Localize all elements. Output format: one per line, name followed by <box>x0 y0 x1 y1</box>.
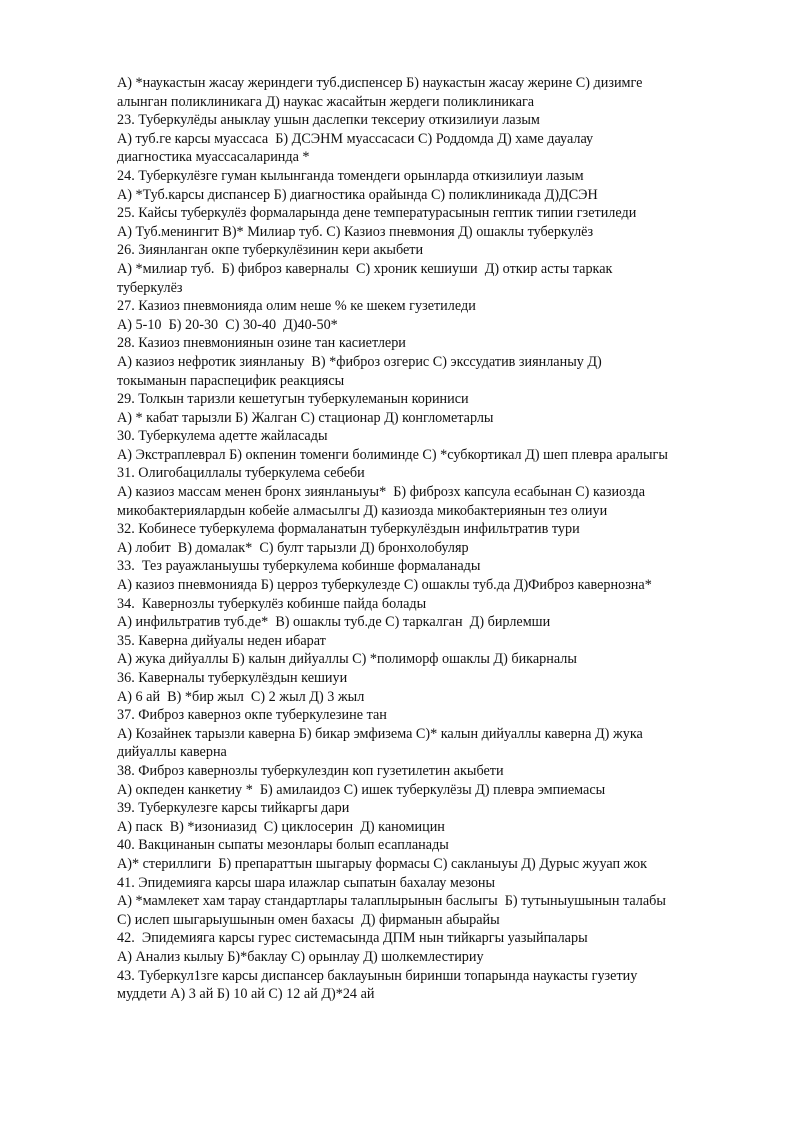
question-line: 37. Фиброз каверноз окпе туберкулезине тан <box>117 707 387 724</box>
answer-line: А) жука дийуаллы Б) калын дийуаллы С) *полиморф ошаклы Д) бикарналы <box>117 651 577 668</box>
answer-line: А) казиоз пневмонияда Б) церроз туберкулезде С) ошаклы туб.да Д)Фиброз кавернозна* <box>117 577 652 594</box>
text-line: А) *наукастын жасау жериндеги туб.диспенсер Б) наукастын жасау жерине С) дизимге <box>117 75 643 91</box>
answer-line: А) туб.ге карсы муассаса Б) ДСЭНМ муассасаси С) Роддомда Д) хаме дауалау <box>117 130 594 147</box>
answer-line: дийуаллы каверна <box>117 744 227 761</box>
question-line: 31. Олигобациллалы туберкулема себеби <box>117 465 365 482</box>
answer-line: токыманын параспецифик реакциясы <box>117 372 345 389</box>
question-line: 23. Туберкулёды аныклау ушын даслепки тексериу откизилиуи лазым <box>117 112 540 129</box>
answer-line: А) казиоз нефротик зиянланыу В) *фиброз озгерис С) экссудатив зиянланыу Д) <box>117 353 602 370</box>
question-line: 41. Эпидемияга карсы шара илажлар сыпатын бахалау мезоны <box>117 874 496 891</box>
answer-line: А) окпеден канкетиу * Б) амилаидоз С) ишек туберкулёзы Д) плевра эмпиемасы <box>117 781 606 798</box>
answer-line: А) лобит В) домалак* С) булт тарызли Д) бронхолобуляр <box>117 539 469 556</box>
question-line: 32. Кобинесе туберкулема формаланатын туберкулёздын инфильтратив тури <box>117 521 580 538</box>
question-line: 35. Каверна дийуалы неден ибарат <box>117 632 326 649</box>
question-line: 29. Толкын таризли кешетугын туберкулеманын кориниси <box>117 391 469 408</box>
question-line: 33. Тез рауажланыушы туберкулема кобинше формаланады <box>117 558 481 575</box>
document-page <box>117 74 757 1004</box>
question-line: 30. Туберкулема адетте жайласады <box>117 428 328 445</box>
answer-line: А) инфильтратив туб.де* В) ошаклы туб.де С) таркалган Д) бирлемши <box>117 614 551 631</box>
text-line: алынган поликлиникага Д) наукас жасайтын жердеги поликлиникага <box>117 93 535 110</box>
answer-line: А)* стериллиги Б) препараттын шыгарыу формасы С) сакланыуы Д) Дурыс жууап жок <box>117 855 648 872</box>
answer-line: А) *Туб.карсы диспансер Б) диагностика орайында С) поликлиникада Д)ДСЭН <box>117 186 598 203</box>
answer-line: А) паск В) *изониазид С) циклосерин Д) каномицин <box>117 818 445 835</box>
answer-line: А) 5-10 Б) 20-30 С) 30-40 Д)40-50* <box>117 316 338 333</box>
question-line: 25. Кайсы туберкулёз формаларында дене температурасынын гептик типии гзетиледи <box>117 205 637 222</box>
question-line: 27. Казиоз пневмонияда олим неше % ке шекем гузетиледи <box>117 298 476 315</box>
question-line: 38. Фиброз кавернозлы туберкулездин коп гузетилетин акыбети <box>117 762 504 779</box>
answer-line: микобактериялардын кобейе алмасылгы Д) казиозда микобактериянын тез олиуи <box>117 502 608 519</box>
question-line: 36. Каверналы туберкулёздын кешиуи <box>117 670 348 686</box>
answer-line: туберкулёз <box>117 279 183 296</box>
question-line: 34. Кавернозлы туберкулёз кобинше пайда болады <box>117 595 427 612</box>
question-line: 28. Казиоз пневмониянын озине тан касиетлери <box>117 335 406 352</box>
question-line: 24. Туберкулёзге гуман кылынганда томендеги орынларда откизилиуи лазым <box>117 167 584 184</box>
answer-line: А) 6 ай В) *бир жыл С) 2 жыл Д) 3 жыл <box>117 688 365 705</box>
question-line: 40. Вакцинанын сыпаты мезонлары болып есапланады <box>117 837 449 854</box>
answer-line: А) *милиар туб. Б) фиброз каверналы С) хроник кешиуши Д) откир асты таркак <box>117 260 613 277</box>
answer-line: А) Туб.менингит В)* Милиар туб. С) Казиоз пневмония Д) ошаклы туберкулёз <box>117 223 594 240</box>
answer-line: А) казиоз массам менен бронх зиянланыуы* Б) фиброзх капсула есабынан С) казиозда <box>117 484 646 501</box>
question-line: 43. Туберкул1зге карсы диспансер баклауынын биринши топарында наукасты гузетиу <box>117 967 638 984</box>
answer-line: муддети А) 3 ай Б) 10 ай С) 12 ай Д)*24 ай <box>117 986 375 1003</box>
answer-line: С) ислеп шыгарыушынын омен бахасы Д) фирманын абырайы <box>117 911 500 928</box>
answer-line: А) Экстраплеврал Б) окпенин томенги болиминде С) *субкортикал Д) шеп плевра аралыгы <box>117 446 668 463</box>
answer-line: А) Козайнек тарызли каверна Б) бикар эмфизема С)* калын дийуаллы каверна Д) жука <box>117 725 643 742</box>
answer-line: А) *мамлекет хам тарау стандартлары талаплырынын баслыгы Б) тутыныушынын талабы <box>117 893 666 910</box>
question-line: 42. Эпидемияга карсы гурес системасында ДПМ нын тийкаргы уазыйпалары <box>117 930 588 947</box>
question-line: 26. Зиянланган окпе туберкулёзинин кери акыбети <box>117 242 424 259</box>
question-line: 39. Туберкулезге карсы тийкаргы дари <box>117 800 350 817</box>
answer-line: А) Анализ кылыу Б)*баклау С) орынлау Д) шолкемлестириу <box>117 948 484 965</box>
answer-line: А) * кабат тарызли Б) Жалган С) стационар Д) конглометарлы <box>117 409 494 426</box>
answer-line: диагностика муассасаларинда * <box>117 149 310 166</box>
